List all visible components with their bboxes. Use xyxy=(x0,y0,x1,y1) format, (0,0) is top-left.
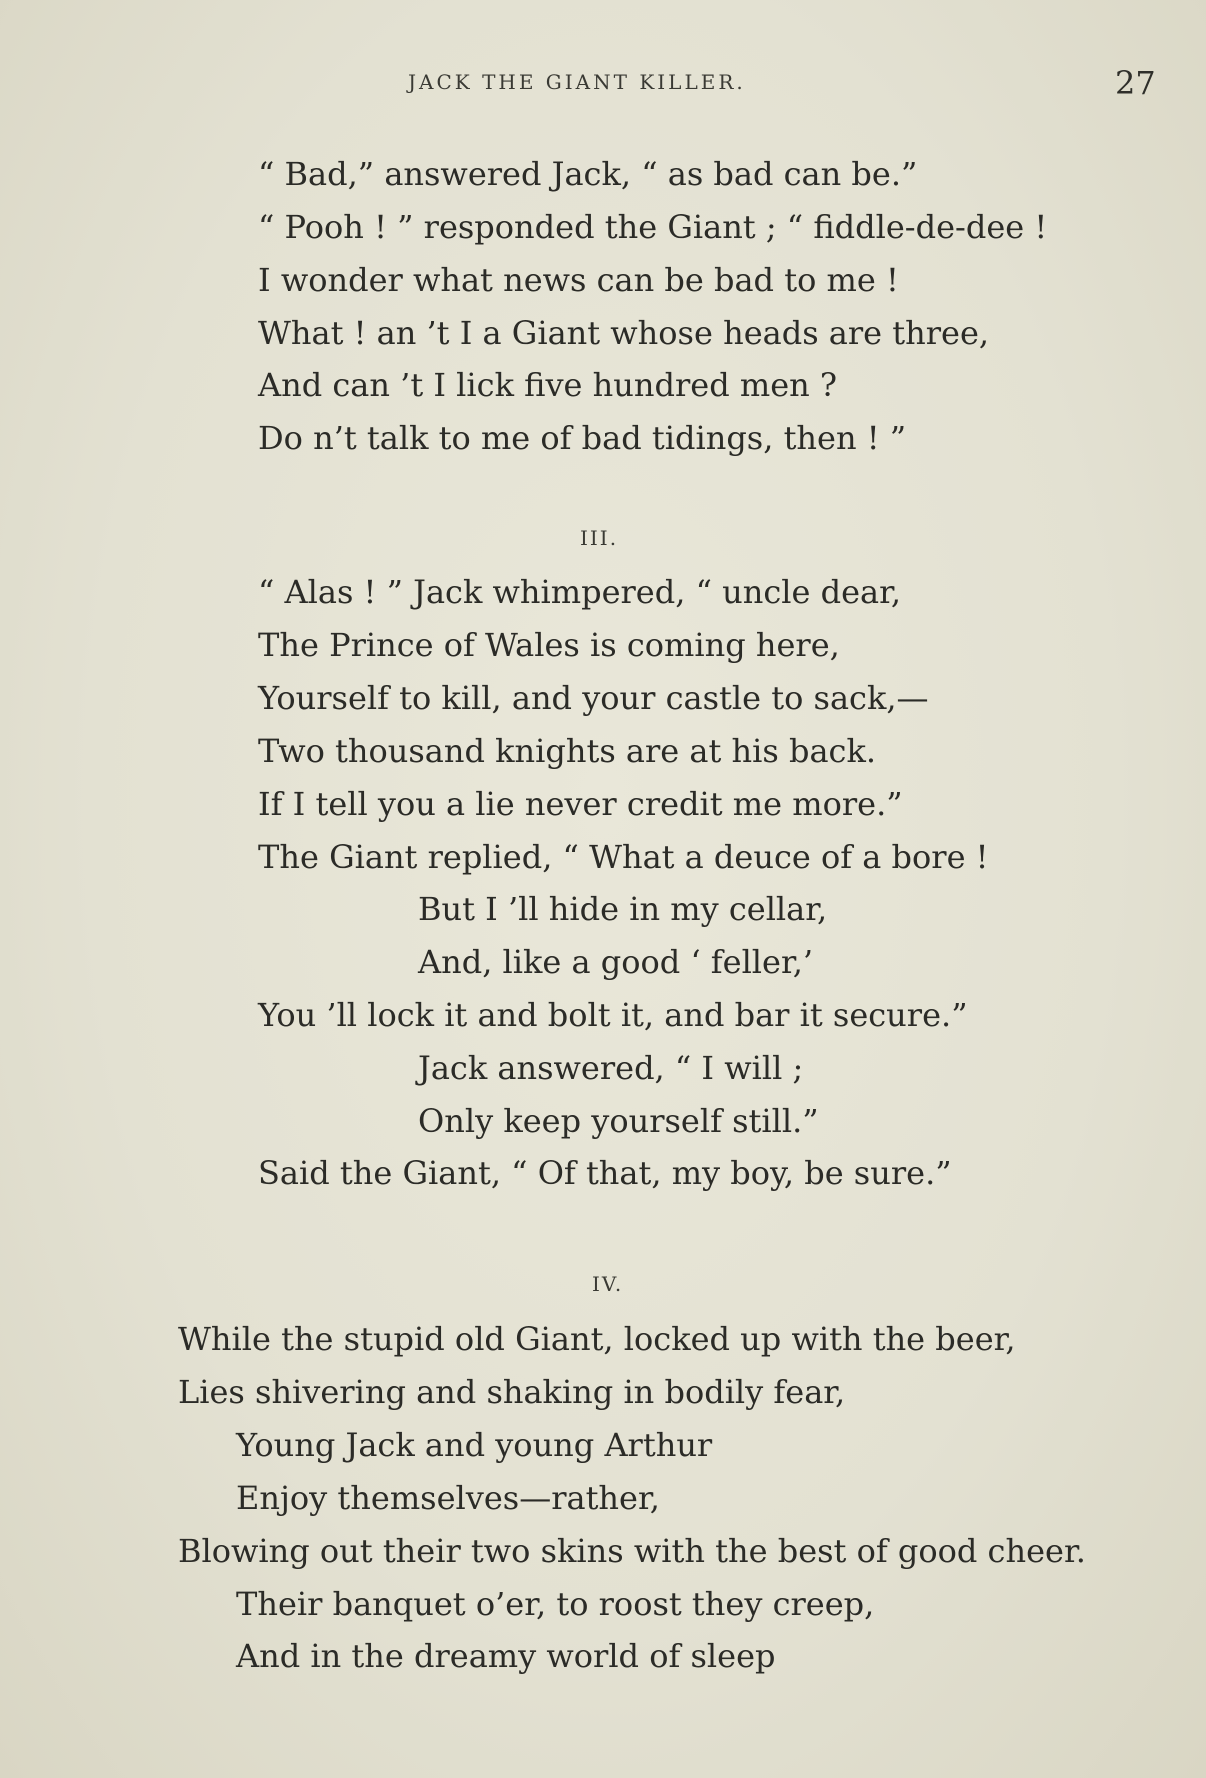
verse-line-indented: Enjoy themselves—rather, xyxy=(236,1479,660,1517)
verse-line-indented: Jack answered, “ I will ; xyxy=(418,1049,804,1087)
verse-line-indented: Only keep yourself still.” xyxy=(418,1102,819,1140)
verse-line-indented: And, like a good ‘ feller,’ xyxy=(418,943,814,981)
verse-line: Two thousand knights are at his back. xyxy=(258,732,876,770)
running-head xyxy=(0,64,1206,106)
page-number: 27 xyxy=(1115,64,1156,102)
verse-line-indented: And in the dreamy world of sleep xyxy=(236,1637,776,1675)
verse-line-indented: Young Jack and young Arthur xyxy=(236,1426,713,1464)
verse-line: “ Bad,” answered Jack, “ as bad can be.” xyxy=(258,155,918,193)
verse-line: You ’ll lock it and bolt it, and bar it secure.” xyxy=(258,996,968,1034)
stanza-number: III. xyxy=(580,526,619,550)
verse-line: Blowing out their two skins with the best of good cheer. xyxy=(178,1532,1086,1570)
verse-line: The Giant replied, “ What a deuce of a bore ! xyxy=(258,838,989,876)
verse-line: Lies shivering and shaking in bodily fear, xyxy=(178,1373,846,1411)
verse-line: What ! an ’t I a Giant whose heads are three, xyxy=(258,314,990,352)
verse-line: If I tell you a lie never credit me more.” xyxy=(258,785,903,823)
verse-line: And can ’t I lick five hundred men ? xyxy=(258,366,838,404)
verse-line: “ Alas ! ” Jack whimpered, “ uncle dear, xyxy=(258,573,902,611)
verse-line: Said the Giant, “ Of that, my boy, be sure.” xyxy=(258,1154,952,1192)
verse-line-indented: But I ’ll hide in my cellar, xyxy=(418,890,828,928)
verse-line: The Prince of Wales is coming here, xyxy=(258,626,840,664)
running-title: JACK THE GIANT KILLER. xyxy=(408,70,746,94)
stanza-number: IV. xyxy=(592,1272,624,1296)
verse-line-indented: Their banquet o’er, to roost they creep, xyxy=(236,1585,875,1623)
verse-line: Do n’t talk to me of bad tidings, then ! ” xyxy=(258,419,907,457)
verse-line: Yourself to kill, and your castle to sack,— xyxy=(258,679,929,717)
verse-line: “ Pooh ! ” responded the Giant ; “ fiddle-de-dee ! xyxy=(258,208,1048,246)
verse-line: While the stupid old Giant, locked up with the beer, xyxy=(178,1320,1016,1358)
verse-line: I wonder what news can be bad to me ! xyxy=(258,261,899,299)
